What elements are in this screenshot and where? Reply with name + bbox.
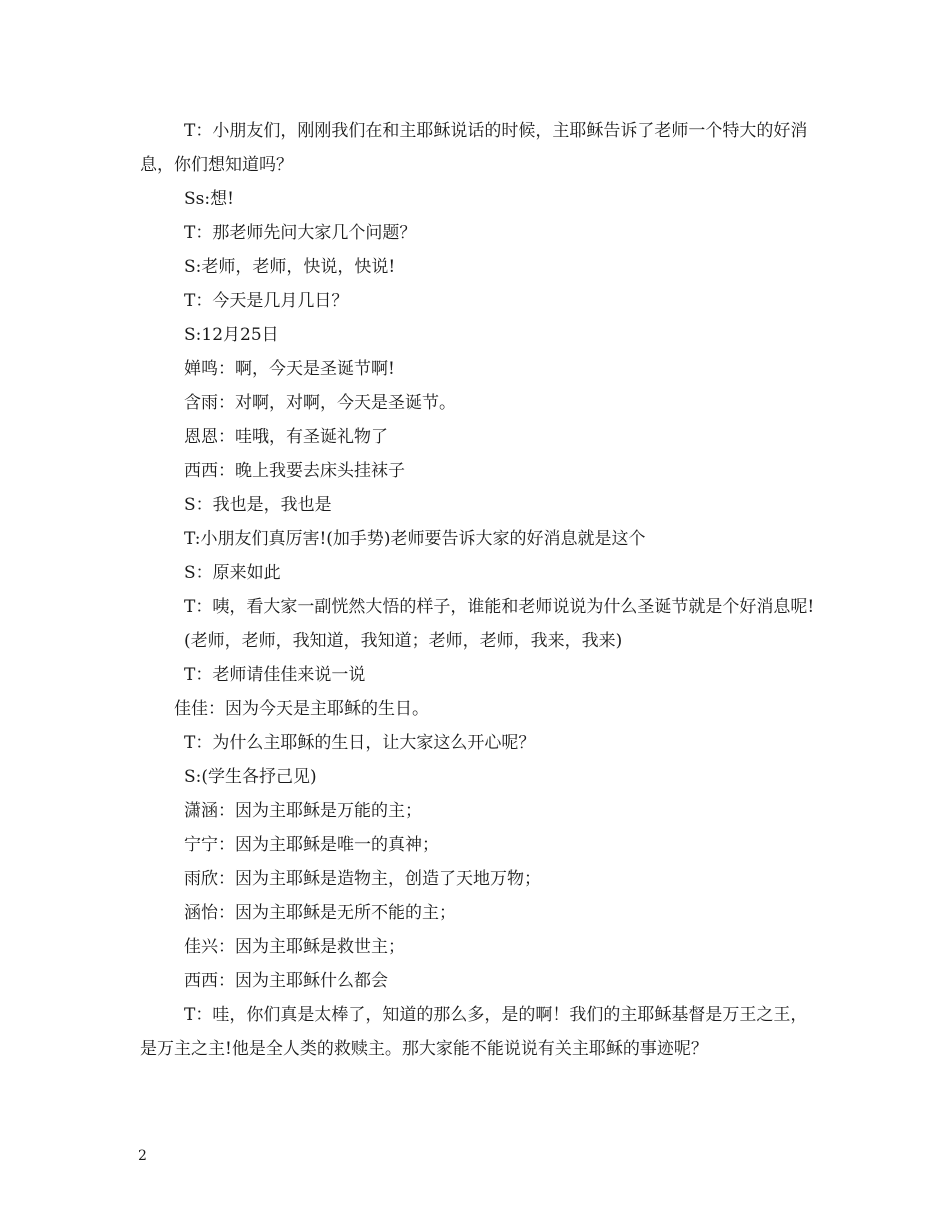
paragraph-16: T：老师请佳佳来说一说	[184, 665, 366, 685]
paragraph-25: 西西：因为主耶稣什么都会	[184, 971, 388, 991]
body-text	[140, 114, 820, 1066]
page-number: 2	[138, 1148, 147, 1164]
paragraph-14: T：咦，看大家一副恍然大悟的样子，谁能和老师说说为什么圣诞节就是个好消息呢!	[184, 597, 815, 617]
paragraph-17: 佳佳：因为今天是主耶稣的生日。	[174, 699, 429, 719]
paragraph-23: 涵怡：因为主耶稣是无所不能的主；	[184, 903, 456, 923]
paragraph-1: T：小朋友们，刚刚我们在和主耶稣说话的时候，主耶稣告诉了老师一个特大的好消息，你们想知道吗？	[140, 121, 808, 175]
paragraph-9: 恩恩：哇哦，有圣诞礼物了	[184, 427, 388, 447]
paragraph-20: 潇涵：因为主耶稣是万能的主；	[184, 801, 422, 821]
paragraph-5: T：今天是几月几日？	[184, 291, 349, 311]
paragraph-11: S：我也是，我也是	[184, 495, 332, 515]
paragraph-13: S：原来如此	[184, 563, 281, 583]
paragraph-21: 宁宁：因为主耶稣是唯一的真神；	[184, 835, 439, 855]
paragraph-4: S:老师，老师，快说，快说!	[184, 257, 396, 277]
paragraph-18: T：为什么主耶稣的生日，让大家这么开心呢？	[184, 733, 536, 753]
paragraph-24: 佳兴：因为主耶稣是救世主；	[184, 937, 405, 957]
paragraph-12: T:小朋友们真厉害!(加手势)老师要告诉大家的好消息就是这个	[184, 529, 646, 549]
paragraph-8: 含雨：对啊，对啊，今天是圣诞节。	[184, 393, 456, 413]
paragraph-22: 雨欣：因为主耶稣是造物主，创造了天地万物；	[184, 869, 541, 889]
paragraph-10: 西西：晚上我要去床头挂袜子	[184, 461, 405, 481]
paragraph-15: (老师，老师，我知道，我知道；老师，老师，我来，我来)	[184, 631, 623, 651]
paragraph-26: T：哇，你们真是太棒了，知道的那么多，是的啊！我们的主耶稣基督是万王之王，是万主之主!他是全人类的救赎主。那大家能不能说说有关主耶稣的事迹呢？	[140, 1005, 808, 1059]
paragraph-7: 婵鸣：啊，今天是圣诞节啊!	[184, 359, 395, 379]
paragraph-6: S:12月25日	[184, 325, 279, 345]
paragraph-2: Ss:想!	[184, 189, 234, 209]
paragraph-3: T：那老师先问大家几个问题？	[184, 223, 417, 243]
paragraph-19: S:(学生各抒己见)	[184, 767, 317, 787]
